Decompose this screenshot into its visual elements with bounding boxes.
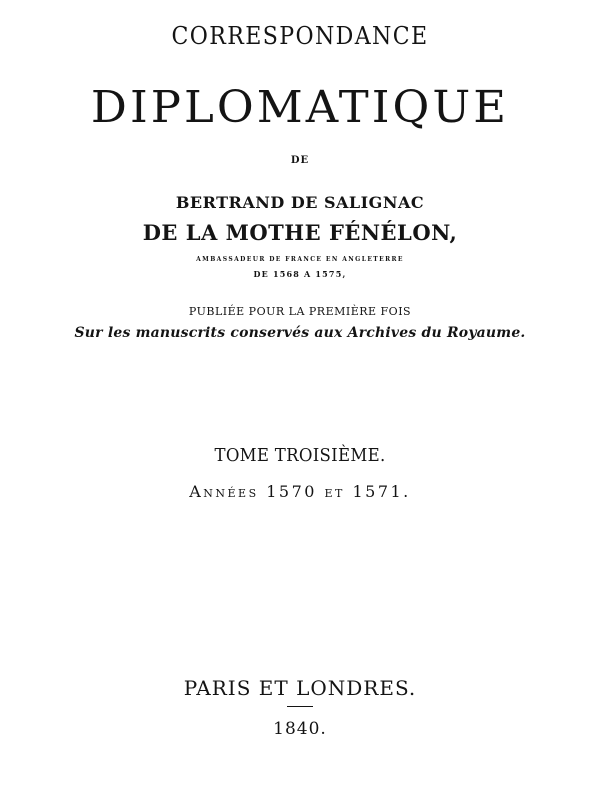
author-role-years: DE 1568 A 1575, [253,269,347,279]
publication-note: PUBLIÉE POUR LA PREMIÈRE FOIS [188,305,412,318]
volume-label: TOME TROISIÈME. [214,445,386,466]
heading-de: DE [290,155,310,166]
imprint-place: PARIS ET LONDRES. [183,676,417,700]
imprint-rule [287,706,313,707]
author-name-line-2: DE LA MOTHE FÉNÉLON, [142,220,458,245]
source-note: Sur les manuscrits conservés aux Archives du Royaume. [74,325,526,341]
years-label: Années 1570 et 1571. [189,482,411,501]
imprint-date: 1840. [273,719,327,739]
author-name-line-1: BERTRAND DE SALIGNAC [175,193,425,212]
heading-correspondance: CORRESPONDANCE [171,22,429,50]
heading-diplomatique: DIPLOMATIQUE [90,82,510,133]
author-role: AMBASSADEUR DE FRANCE EN ANGLETERRE [196,256,404,263]
